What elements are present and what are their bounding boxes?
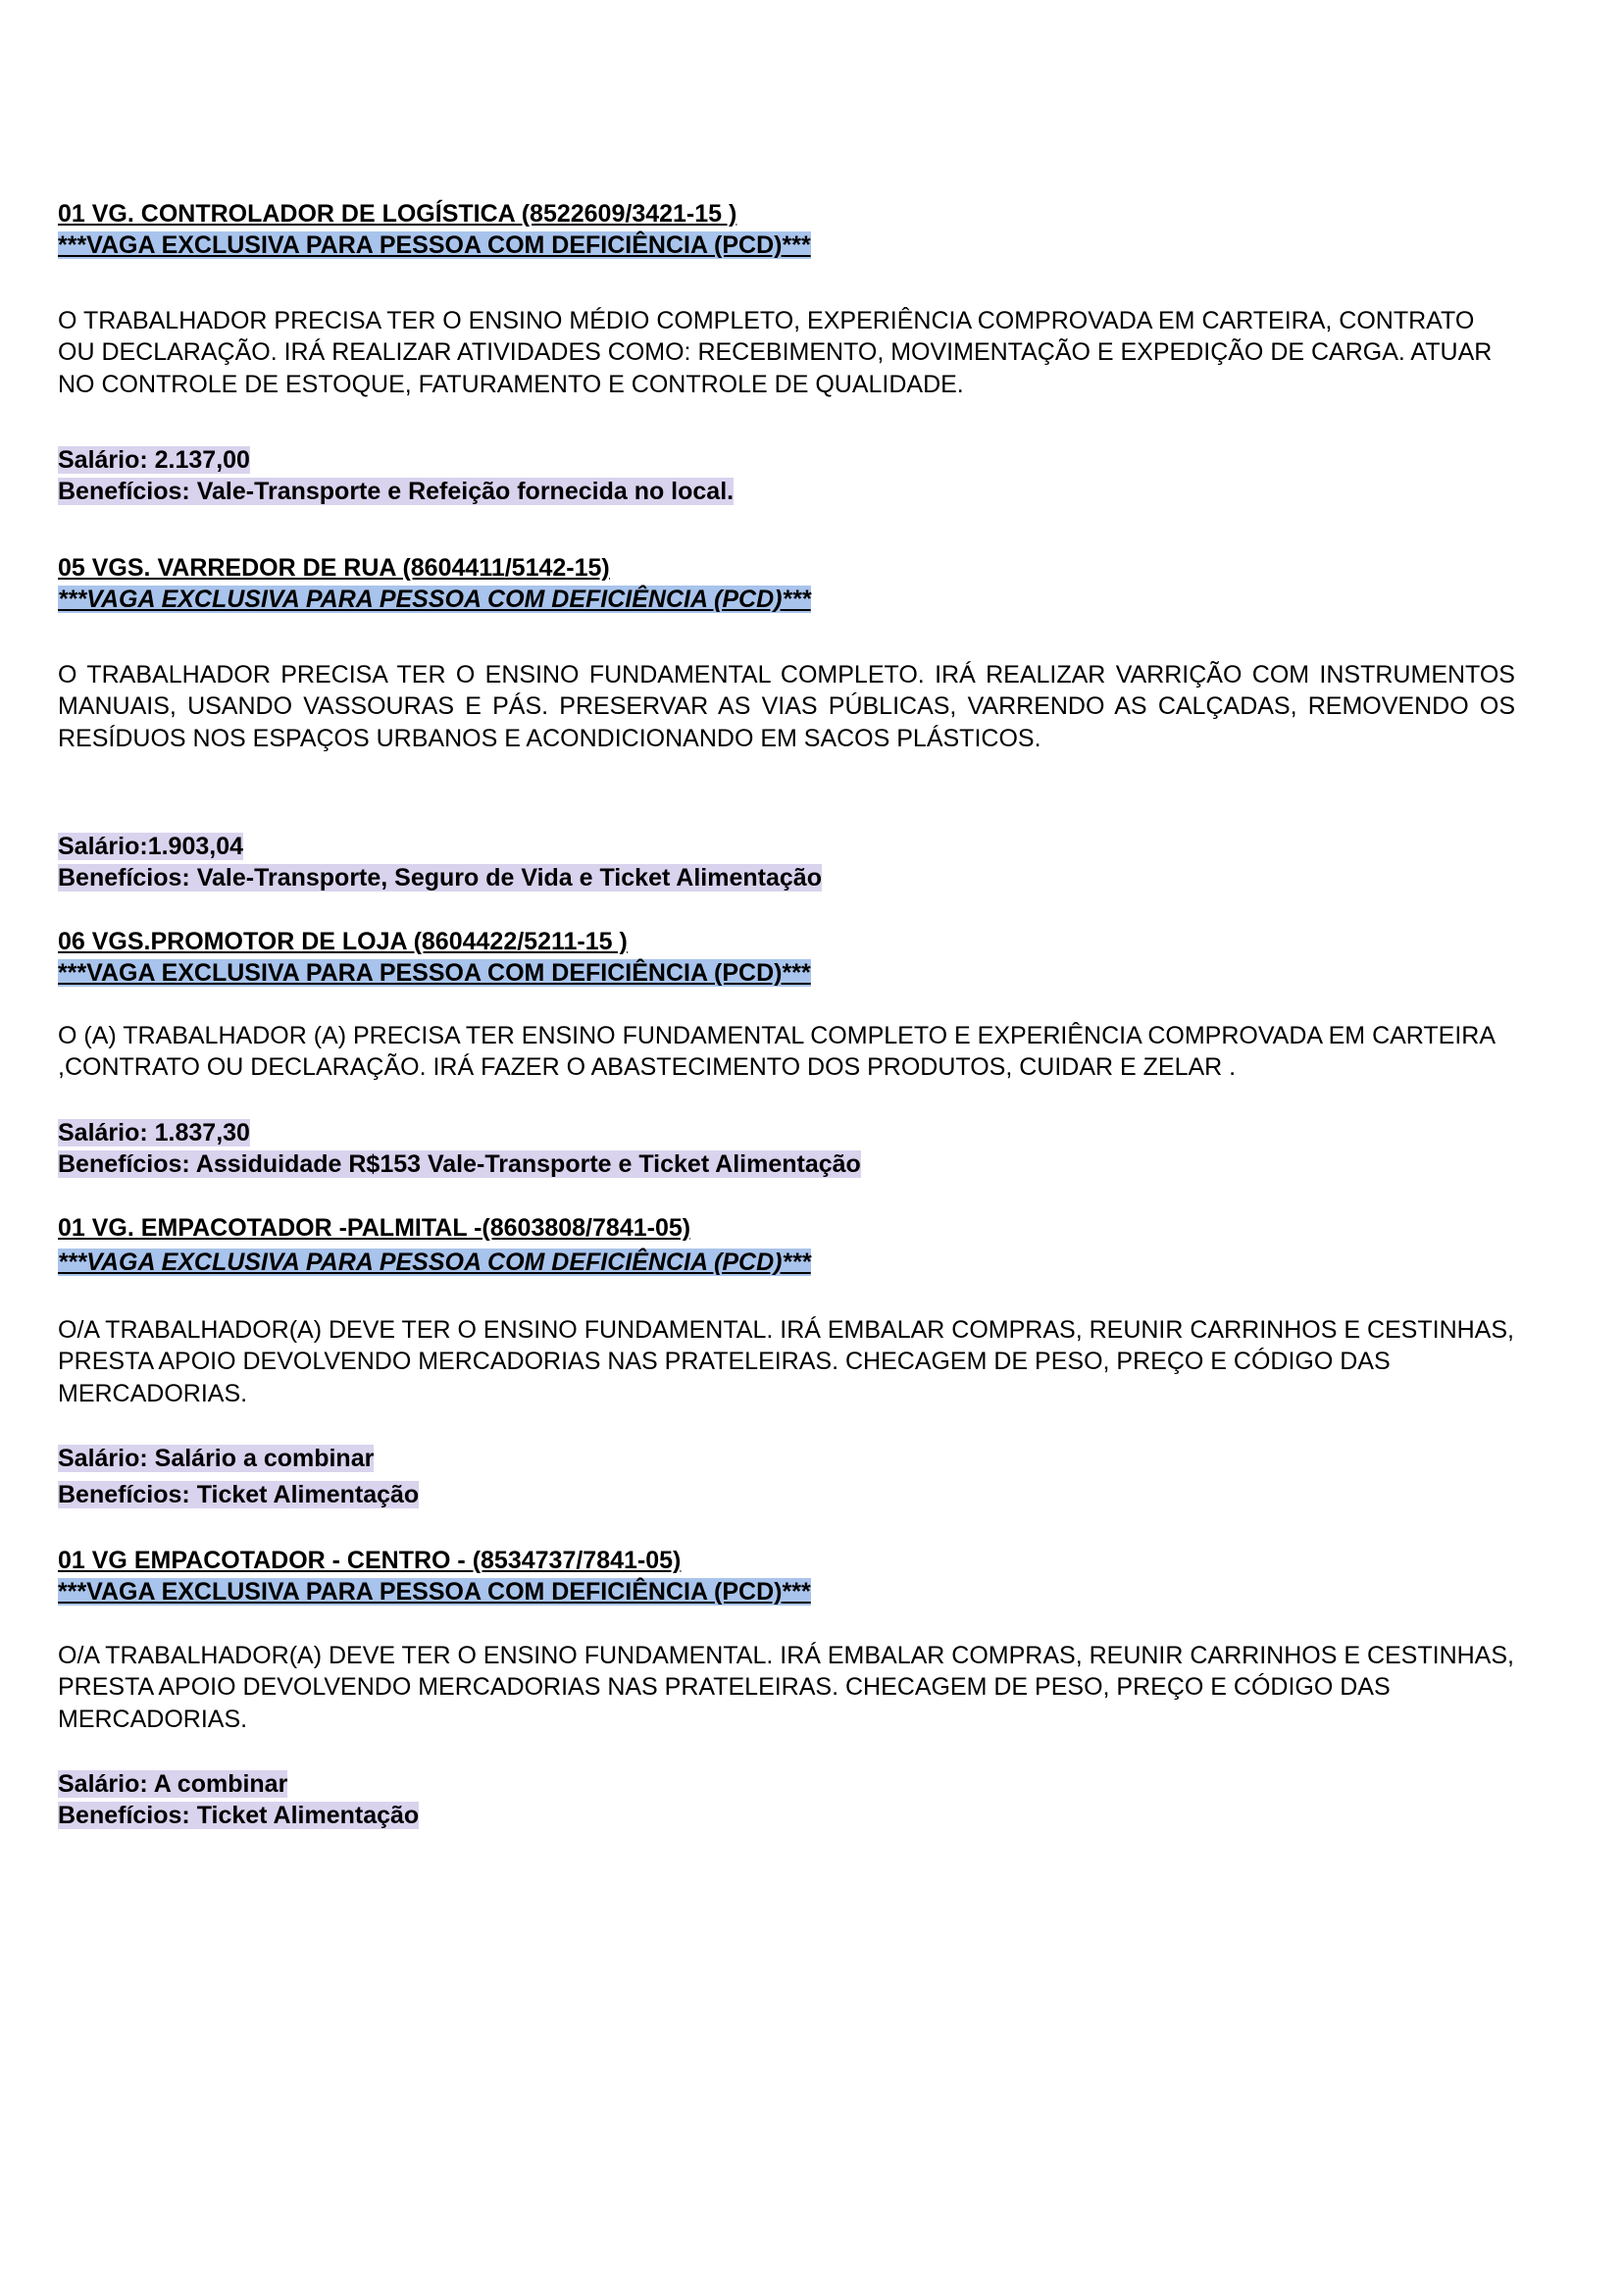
salary-text: Salário: A combinar (58, 1770, 288, 1798)
job-description: O TRABALHADOR PRECISA TER O ENSINO MÉDIO COMPLETO, EXPERIÊNCIA COMPROVADA EM CARTEIRA, CONTRATO OU DECLARAÇÃO. IRÁ REALIZAR ATIVIDADES COMO: RECEBIMENTO, MOVIMENTAÇÃO E EXPEDIÇÃO DE CARGA. ATUAR NO CONTROLE DE ESTOQUE, FATURAMENTO E CONTROLE DE QUALIDADE. (58, 307, 1493, 398)
pcd-notice (58, 584, 811, 615)
salary (58, 1443, 374, 1474)
benefits-text: Benefícios: Ticket Alimentação (58, 1802, 420, 1829)
job-title: 01 VG. EMPACOTADOR -PALMITAL -(8603808/7841-05) (58, 1214, 691, 1242)
job-title: 01 VG EMPACOTADOR - CENTRO - (8534737/7841-05) (58, 1547, 682, 1574)
pcd-notice-text: ***VAGA EXCLUSIVA PARA PESSOA COM DEFICIÊNCIA (PCD)*** (58, 231, 811, 259)
pcd-notice-text: ***VAGA EXCLUSIVA PARA PESSOA COM DEFICIÊNCIA (PCD)*** (58, 586, 811, 613)
pcd-notice (58, 1576, 811, 1607)
pcd-notice-text: ***VAGA EXCLUSIVA PARA PESSOA COM DEFICIÊNCIA (PCD)*** (58, 959, 811, 987)
benefits-text: Benefícios: Vale-Transporte, Seguro de Vida e Ticket Alimentação (58, 864, 822, 892)
salary (58, 1768, 287, 1800)
job-title: 01 VG. CONTROLADOR DE LOGÍSTICA (8522609/3421-15 ) (58, 200, 737, 228)
job-description: O/A TRABALHADOR(A) DEVE TER O ENSINO FUNDAMENTAL. IRÁ EMBALAR COMPRAS, REUNIR CARRINHOS E CESTINHAS, PRESTA APOIO DEVOLVENDO MERCADORIAS NAS PRATELEIRAS. CHECAGEM DE PESO, PREÇO E CÓDIGO DAS MERCADORIAS. (58, 1642, 1514, 1733)
pcd-notice-text: ***VAGA EXCLUSIVA PARA PESSOA COM DEFICIÊNCIA (PCD)*** (58, 1578, 811, 1606)
salary (58, 444, 250, 476)
job-description: O/A TRABALHADOR(A) DEVE TER O ENSINO FUNDAMENTAL. IRÁ EMBALAR COMPRAS, REUNIR CARRINHOS E CESTINHAS, PRESTA APOIO DEVOLVENDO MERCADORIAS NAS PRATELEIRAS. CHECAGEM DE PESO, PREÇO E CÓDIGO DAS MERCADORIAS. (58, 1316, 1514, 1407)
salary-text: Salário: 1.837,30 (58, 1119, 250, 1147)
benefits (58, 1479, 419, 1510)
salary-text: Salário: 2.137,00 (58, 446, 250, 474)
pcd-notice (58, 1247, 811, 1278)
benefits-text: Benefícios: Vale-Transporte e Refeição fornecida no local. (58, 478, 735, 505)
benefits (58, 1148, 861, 1180)
job-description: O TRABALHADOR PRECISA TER O ENSINO FUNDAMENTAL COMPLETO. IRÁ REALIZAR VARRIÇÃO COM INSTRUMENTOS MANUAIS, USANDO VASSOURAS E PÁS. PRESERVAR AS VIAS PÚBLICAS, VARRENDO AS CALÇADAS, REMOVENDO OS RESÍDUOS NOS ESPAÇOS URBANOS E ACONDICIONANDO EM SACOS PLÁSTICOS. (58, 661, 1515, 752)
benefits (58, 476, 734, 507)
job-description: O (A) TRABALHADOR (A) PRECISA TER ENSINO FUNDAMENTAL COMPLETO E EXPERIÊNCIA COMPROVADA EM CARTEIRA ,CONTRATO OU DECLARAÇÃO. IRÁ FAZER O ABASTECIMENTO DOS PRODUTOS, CUIDAR E ZELAR . (58, 1022, 1495, 1082)
salary (58, 1117, 250, 1148)
salary (58, 831, 243, 862)
salary-text: Salário:1.903,04 (58, 833, 244, 860)
pcd-notice-text: ***VAGA EXCLUSIVA PARA PESSOA COM DEFICIÊNCIA (PCD)*** (58, 1249, 811, 1276)
job-title: 06 VGS.PROMOTOR DE LOJA (8604422/5211-15 ) (58, 928, 628, 955)
benefits-text: Benefícios: Ticket Alimentação (58, 1481, 420, 1508)
pcd-notice (58, 229, 811, 261)
pcd-notice (58, 957, 811, 989)
benefits-text: Benefícios: Assiduidade R$153 Vale-Transporte e Ticket Alimentação (58, 1150, 861, 1178)
job-title: 05 VGS. VARREDOR DE RUA (8604411/5142-15) (58, 554, 610, 582)
benefits (58, 1800, 419, 1831)
benefits (58, 862, 822, 893)
salary-text: Salário: Salário a combinar (58, 1445, 375, 1472)
